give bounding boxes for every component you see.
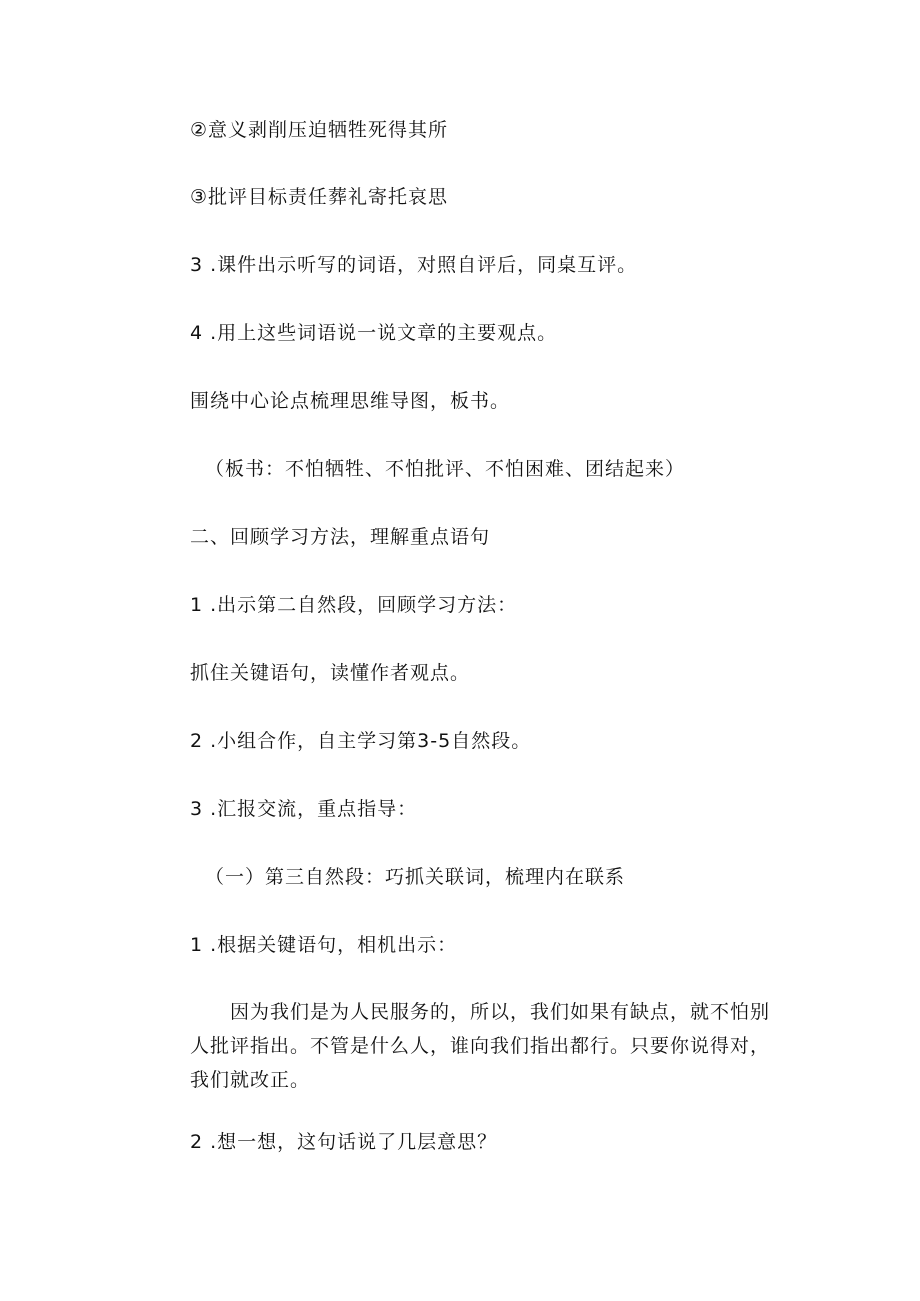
text-line-11: 3 .汇报交流，重点指导： xyxy=(190,798,418,820)
text-line-1: ②意义剥削压迫牺牲死得其所 xyxy=(190,119,449,141)
section-heading: 二、回顾学习方法，理解重点语句 xyxy=(190,526,491,548)
text-line-2: ③批评目标责任葬礼寄托哀思 xyxy=(190,186,449,208)
text-line-9: 抓住关键语句，读懂作者观点。 xyxy=(190,662,471,684)
text-line-3: 3 .课件出示听写的词语，对照自评后，同桌互评。 xyxy=(190,254,638,276)
text-line-6: （板书：不怕牺牲、不怕批评、不怕困难、团结起来） xyxy=(205,458,686,480)
text-line-5: 围绕中心论点梳理思维导图，板书。 xyxy=(190,390,511,412)
text-line-10: 2 .小组合作，自主学习第3-5自然段。 xyxy=(190,730,532,752)
text-line-8: 1 .出示第二自然段，回顾学习方法： xyxy=(190,594,518,616)
text-line-last: 2 .想一想，这句话说了几层意思？ xyxy=(190,1131,498,1153)
subsection-heading: （一）第三自然段：巧抓关联词，梳理内在联系 xyxy=(205,866,626,888)
text-line-4: 4 .用上这些词语说一说文章的主要观点。 xyxy=(190,322,558,344)
quoted-paragraph: 因为我们是为人民服务的，所以，我们如果有缺点，就不怕别人批评指出。不管是什么人，谁向我们指出都行。只要你说得对，我们就改正。 xyxy=(190,1001,771,1091)
text-line-13: 1 .根据关键语句，相机出示： xyxy=(190,934,458,956)
